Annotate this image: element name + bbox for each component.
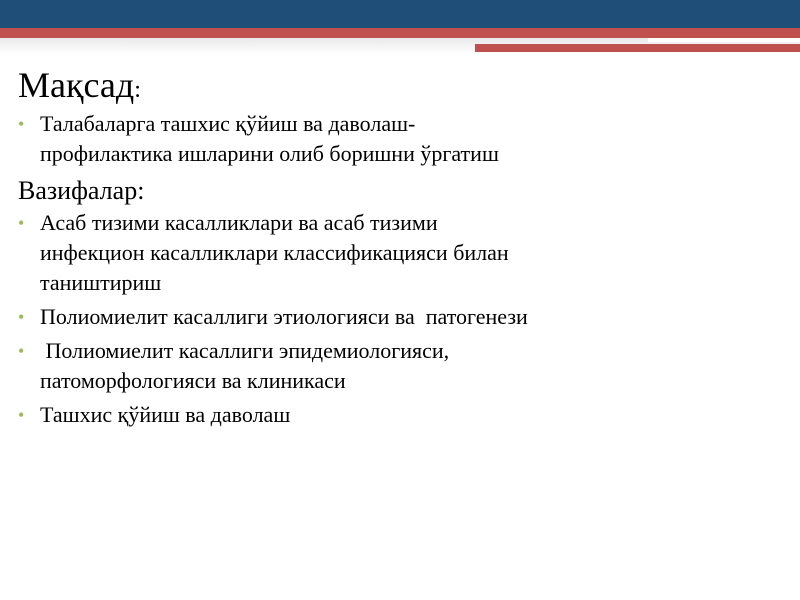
goal-item-line: Талабаларга ташхис қўйиш ва даволаш- <box>40 111 416 137</box>
task-item-line: Ташхис қўйиш ва даволаш <box>40 402 291 428</box>
header-red-band <box>0 28 800 38</box>
task-item-line: Полиомиелит касаллиги эпидемиологияси, <box>40 338 450 364</box>
header-white-stripe <box>648 38 800 42</box>
task-item-line: патоморфологияси ва клиникаси <box>40 368 346 394</box>
slide-title-text: Мақсад <box>18 65 135 105</box>
goal-item-line: профилактика ишларини олиб боришни ўргатиш <box>40 141 499 167</box>
bullet-marker: • <box>18 213 25 234</box>
task-item-line: таништириш <box>40 270 162 296</box>
header-blue-band <box>0 0 800 28</box>
task-list <box>18 208 788 430</box>
task-item <box>18 208 788 298</box>
task-item <box>18 302 788 332</box>
slide-title-colon: : <box>134 77 141 103</box>
bullet-marker: • <box>18 307 25 328</box>
task-item <box>18 336 788 396</box>
slide-content <box>18 64 788 434</box>
goal-list <box>18 109 788 169</box>
task-item <box>18 400 788 430</box>
task-item-line: инфекцион касалликлари классификацияси билан <box>40 240 509 266</box>
tasks-heading: Вазифалар: <box>18 176 145 206</box>
goal-item <box>18 109 788 169</box>
header-red-accent <box>475 44 800 52</box>
task-item-line: Асаб тизими касалликлари ва асаб тизими <box>40 210 438 236</box>
bullet-marker: • <box>18 405 25 426</box>
slide-title <box>18 64 788 107</box>
bullet-marker: • <box>18 341 25 362</box>
slide-header-decoration <box>0 0 800 56</box>
bullet-marker: • <box>18 114 25 135</box>
task-item-line: Полиомиелит касаллиги этиологияси ва патогенези <box>40 304 528 330</box>
